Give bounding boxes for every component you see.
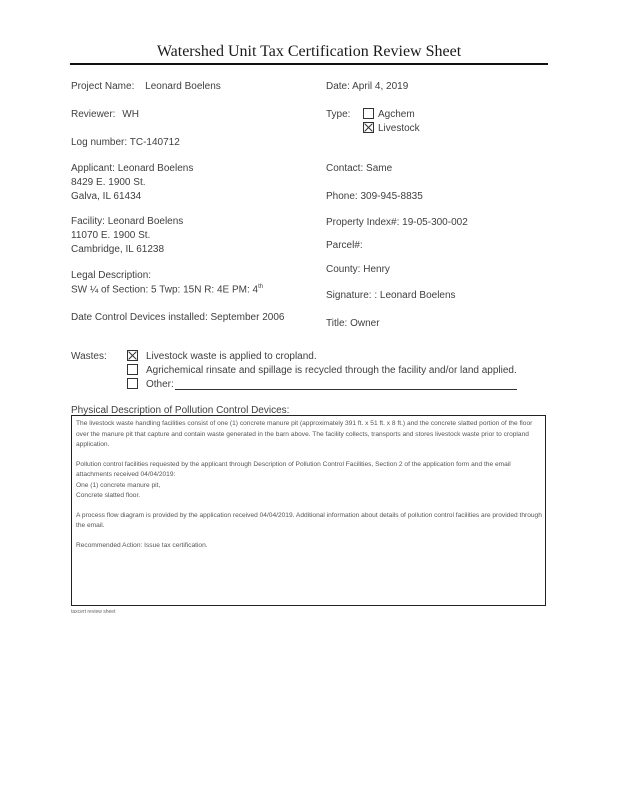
legal-description-value	[71, 284, 263, 295]
wastes-other-checkbox[interactable]	[127, 378, 138, 389]
description-item-2: Concrete slatted floor.	[76, 492, 141, 499]
phone-field	[326, 191, 423, 202]
property-index-label: Property Index#:	[326, 217, 400, 228]
wastes-livestock-label: Livestock waste is applied to cropland.	[146, 351, 317, 362]
county-value: Henry	[363, 264, 390, 275]
project-name-value: Leonard Boelens	[145, 81, 221, 92]
facility-label: Facility:	[71, 216, 105, 227]
applicant-address2: Galva, IL 61434	[71, 191, 142, 202]
date-label: Date:	[326, 81, 350, 92]
type-livestock-checkbox[interactable]	[363, 122, 374, 133]
physical-description-box	[71, 415, 546, 606]
facility-address2: Cambridge, IL 61238	[71, 244, 165, 255]
applicant-address1: 8429 E. 1900 St.	[71, 177, 146, 188]
wastes-label: Wastes:	[71, 351, 107, 362]
description-paragraph-1: The livestock waste handling facilities consist of one (1) concrete manure pit (approximately 391 ft. x 51 ft. x 8 ft.) and the concrete slatted portion of the floor over the manure pit that capture and contain waste generated in the barn above. The facility collects, transports and stores livestock waste prior to cropland application.	[76, 420, 533, 448]
recommended-action: Recommended Action: Issue tax certification.	[76, 541, 208, 549]
property-index-field	[326, 217, 468, 228]
footer-note: taxcert review sheet	[71, 609, 116, 615]
type-agchem-checkbox[interactable]	[363, 108, 374, 119]
facility-field	[71, 216, 183, 227]
wastes-other-line	[175, 389, 517, 390]
physical-description-heading: Physical Description of Pollution Control Devices:	[71, 405, 290, 416]
facility-name: Leonard Boelens	[107, 216, 184, 227]
contact-label: Contact:	[326, 163, 364, 174]
physical-description-text	[76, 419, 543, 560]
phone-label: Phone:	[326, 191, 358, 202]
signature-field	[326, 290, 456, 301]
signature-label: Signature:	[326, 290, 372, 301]
type-agchem-label: Agchem	[378, 109, 415, 120]
control-date-label: Date Control Devices installed:	[71, 312, 208, 323]
description-paragraph-2-text: Pollution control facilities requested by the applicant through Description of Pollution Control Facilities, Section 2 of the application form and the email attachments received 04/04/2019:	[76, 460, 511, 478]
title-field	[326, 318, 380, 329]
wastes-other-label: Other:	[146, 379, 174, 390]
log-number-value: TC-140712	[129, 137, 180, 148]
type-livestock-label: Livestock	[378, 123, 420, 134]
contact-value: Same	[366, 163, 393, 174]
date-field	[326, 81, 408, 92]
control-date-value: September 2006	[210, 312, 285, 323]
wastes-agrichemical-checkbox[interactable]	[127, 364, 138, 375]
type-label: Type:	[326, 109, 351, 120]
legal-description-label: Legal Description:	[71, 270, 152, 281]
title-rule	[70, 63, 548, 65]
legal-description-pm-suffix: th	[258, 284, 264, 290]
title-value: Owner	[350, 318, 380, 329]
date-value: April 4, 2019	[352, 81, 409, 92]
wastes-agrichemical-label: Agrichemical rinsate and spillage is recycled through the facility and/or land applied.	[146, 365, 517, 376]
description-item-1: One (1) concrete manure pit,	[76, 481, 161, 489]
parcel-label: Parcel#:	[326, 240, 363, 251]
applicant-field	[71, 163, 193, 174]
control-date-field	[71, 312, 284, 323]
reviewer-label: Reviewer:	[71, 109, 116, 120]
page-title: Watershed Unit Tax Certification Review Sheet	[156, 43, 462, 60]
project-name-field	[71, 81, 221, 92]
phone-value: 309-945-8835	[360, 191, 423, 202]
description-paragraph-3: A process flow diagram is provided by the application received 04/04/2019. Additional information about details of pollution control facilities are provided through the email.	[76, 511, 542, 529]
legal-description-text: SW ¼ of Section: 5 Twp: 15N R: 4E PM: 4	[71, 284, 259, 296]
reviewer-value: WH	[122, 109, 139, 120]
signature-value: : Leonard Boelens	[374, 290, 456, 301]
wastes-livestock-checkbox[interactable]	[127, 350, 138, 361]
county-field	[326, 264, 390, 275]
description-paragraph-2	[76, 460, 543, 502]
facility-address1: 11070 E. 1900 St.	[71, 230, 151, 241]
log-number-label: Log number:	[71, 137, 128, 148]
applicant-name: Leonard Boelens	[117, 163, 194, 174]
project-name-label: Project Name:	[71, 81, 135, 92]
property-index-value: 19-05-300-002	[402, 217, 468, 228]
applicant-label: Applicant:	[71, 163, 115, 174]
contact-field	[326, 163, 392, 174]
county-label: County:	[326, 264, 361, 275]
title-label: Title:	[326, 318, 348, 329]
log-number-field	[71, 137, 180, 148]
reviewer-field	[71, 109, 139, 120]
